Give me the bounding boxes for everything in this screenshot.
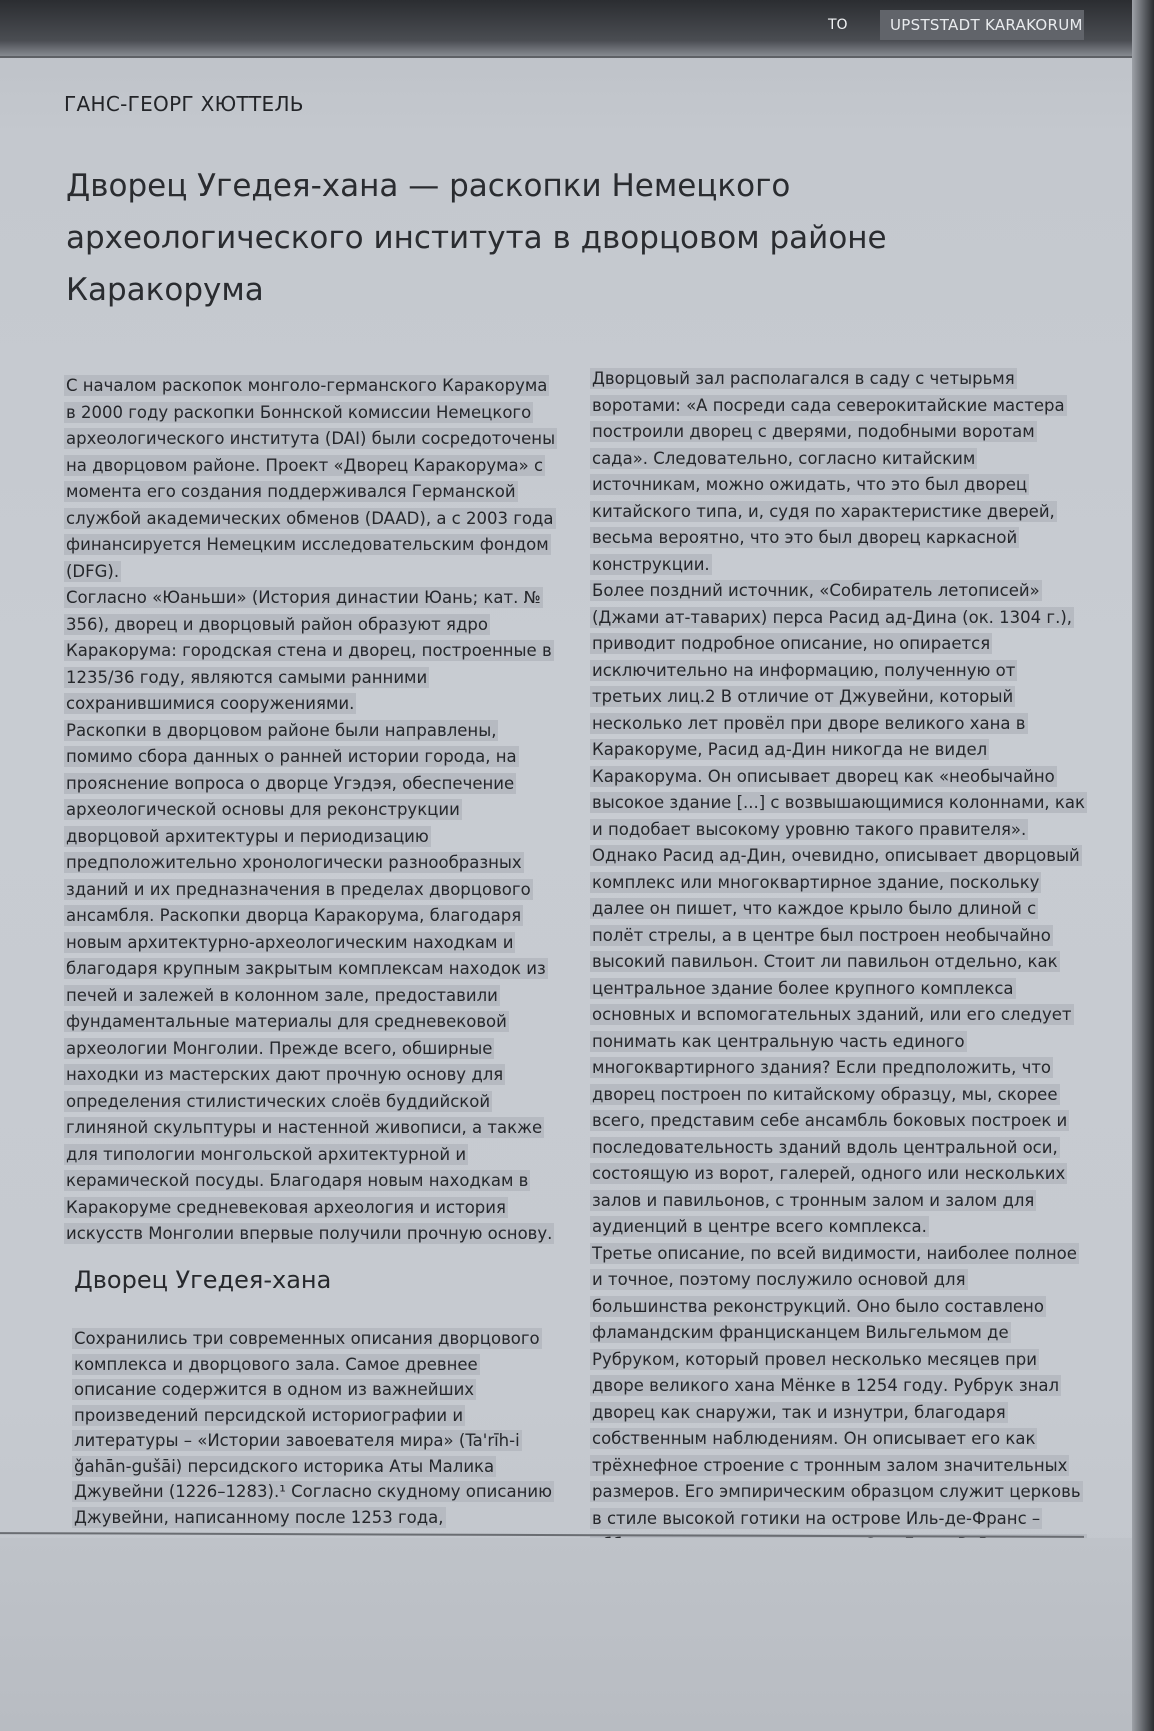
page-number: TO [828,17,848,33]
paragraph-text: Третье описание, по всей видимости, наиболее полное и точное, поэтому послужило основой для большинства реконструкций. Оно было составлено фламандским францисканцем Вильгельмом де Рубруком, который провел несколько месяцев при дворе великого хана Мёнке в 1254 году. Рубрук знал дворец как снаружи, так и изнутри, благодаря собственным наблюдениям. Он описывает его как трёхнефное строение с тронным залом значительных размеров. Его эмпирическим образцом служит церковь в стиле высокой готики на острове Иль-де-Франс – [590,1243,1087,1609]
article-title: Дворец Угедея-хана — раскопки Немецкого археологического института в дворцовом районе Каракорума [66,168,887,308]
running-head: UPSTSTADT KARAKORUM [880,10,1084,40]
paragraph [64,585,556,718]
paragraph-text: Более поздний источник, «Собиратель летописей» (Джами ат-таварих) перса Расид ад-Дина (ок. 1304 г.), приводит подробное описание, но опирается исключительно на информацию, полученную от третьих лиц.2 В отличие от Джувейни, который несколько лет провёл при дворе великого хана в Каракоруме, Расид ад-Дин никогда не видел Каракорума. Он описывает дворец как «необычайно высокое здание [...] с возвышающимися колоннами, как и подобает высокому уровню такого правителя». Однако Расид ад-Дин, очевидно, описывает дворцовый комплекс или многоквартирное здание, поскольку далее он пишет, что каждое крыло было длиной с полёт стрелы, а в центре был построен необычайно высокий павильон. Стоит ли павильон отдельно, как центральное здание более крупного комплекса основных и вспомогательных зданий, или его следует понимать как центральную часть единого многоквартирного здания? Если предположить, что дворец построен по китайскому образцу, мы, скорее всего, представим себе ансамбль боковых построек и последовательность зданий вдоль центральной оси, состоящую из ворот, галерей, одного или нескольких залов и павильонов, с тронным залом и залом для аудиенций в центре всего комплекса. [592,581,1085,1236]
paragraph-text: Согласно «Юаньши» (История династии Юань; кат. № 356), дворец и дворцовый район образуют ядро Каракорума: городская стена и дворец, построенные в 1235/36 году, являются самыми ранними сохранившимися сооружениями. [66,588,552,713]
paragraph-text: Раскопки в дворцовом районе были направлены, помимо сбора данных о ранней истории города, на прояснение вопроса о дворце Угэдэя, обеспечение археологической основы для реконструкции дворцовой архитектуры и периодизацию предположительно хронологически разнообразных зданий и их предназначения в пределах дворцового ансамбля. Раскопки дворца Каракорума, благодаря новым архитектурно-археологическим находкам и благодаря крупным закрытым комплексам находок из печей и залежей в колонном зале, предоставили фундаментальные материалы для средневековой археологии Монголии. Прежде всего, обширные находки из мастерских дают прочную основу для определения стилистических слоёв буддийской глиняной скульптуры и настенной живописи, а также для типологии монгольской архитектурной и керамической посуды. Благодаря новым находкам в Каракоруме средневековая археология и история искусств Монголии впервые получили прочную основу. [66,720,553,1243]
page-bottom-margin [0,1538,1132,1731]
paragraph [590,366,1086,578]
paragraph [590,578,1086,1241]
right-column [590,366,1086,1612]
paragraph [72,1326,560,1530]
paragraph [64,373,556,585]
page-edge-shadow [1132,0,1154,1731]
left-column-section [72,1326,560,1530]
section-heading: Дворец Угедея-хана [74,1266,332,1294]
header-rule [0,56,1132,58]
left-column [64,373,556,1248]
article-author: ГАНС-ГЕОРГ ХЮТТЕЛЬ [64,92,304,116]
paragraph [64,718,556,1248]
paragraph-text: С началом раскопок монголо-германского Каракорума в 2000 году раскопки Боннской комиссии Немецкого археологического института (DAI) были сосредоточены на дворцовом районе. Проект «Дворец Каракорума» с момента его создания поддерживался Германской службой академических обменов (DAAD), а с 2003 года финансируется Немецким исследовательским фондом (DFG). [66,376,556,581]
paragraph-text: Сохранились три современных описания дворцового комплекса и дворцового зала. Самое древнее описание содержится в одном из важнейших произведений персидской историографии и литературы – «Истории завоевателя мира» (Ta'rīh-i ǧahān-gušāi) персидского историка Аты Малика Джувейни (1226–1283).¹ Согласно скудному описанию Джувейни, написанному после 1253 года, [74,1329,552,1527]
paragraph-text: Дворцовый зал располагался в саду с четырьмя воротами: «А посреди сада северокитайские мастера построили дворец с дверями, подобными воротам сада». Следовательно, согласно китайским источникам, можно ожидать, что это был дворец китайского типа, и, судя по характеристике дверей, весьма вероятно, что это был дворец каркасной конструкции. [592,369,1065,574]
